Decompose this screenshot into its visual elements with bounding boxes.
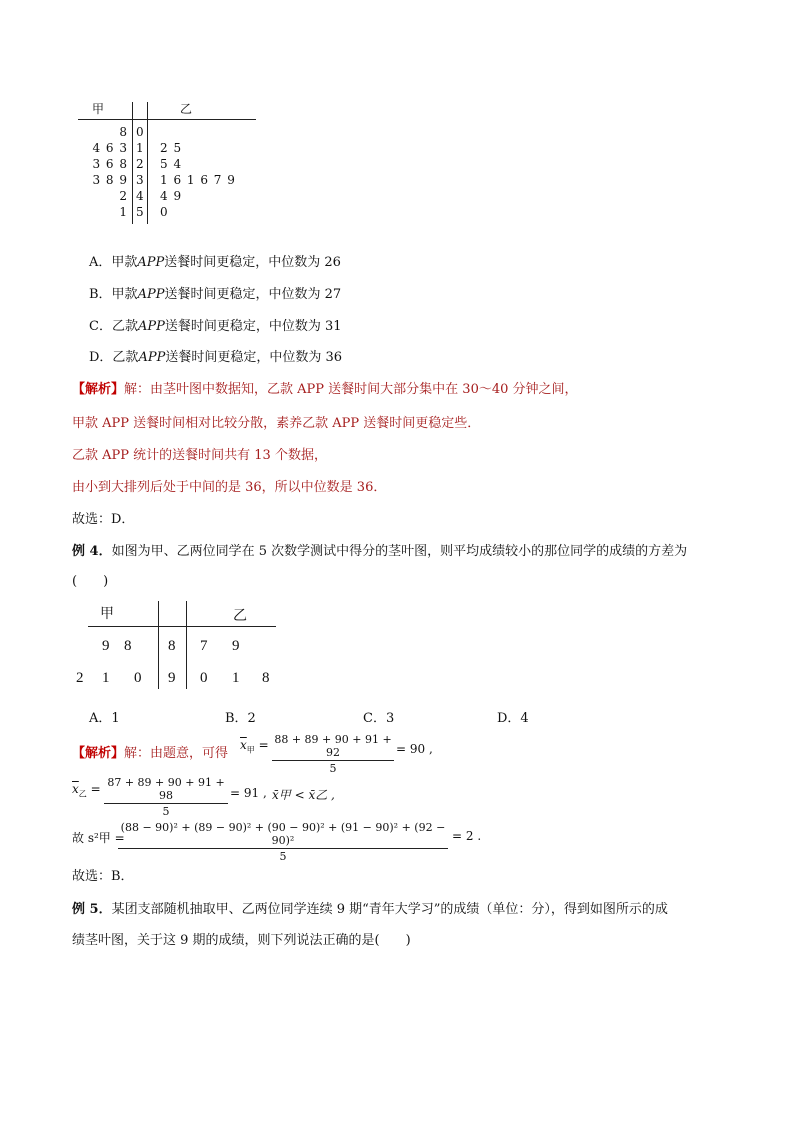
plot1-header-line [78,119,256,120]
example-5-line-1: 例 5．某团支部随机抽取甲、乙两位同学连续 9 期“青年大学习”的成绩（单位：分），得到如图所示的成 [72,902,668,917]
plot1-leaves-left: 1 [119,205,128,219]
mean-b-symbol: $\overline{x}_乙$ = [72,782,101,799]
analysis-1-line-4: 由小到大排列后处于中间的是 36，所以中位数是 36． [72,480,387,495]
plot1-left-header: 甲 [92,102,105,116]
mean-comparison: x̄甲 < x̄乙 , [272,788,335,802]
plot1-leaves-right: 4 9 [160,189,183,203]
plot2-leaf-left: 2 [76,670,84,686]
plot1-leaves-right: 1 6 1 6 7 9 [160,173,236,187]
plot2-leaf-left: 0 [134,670,142,686]
option-a[interactable]: A．甲款APP送餐时间更稳定，中位数为 26 [89,255,341,270]
ex4-option-b[interactable]: B．2 [225,711,256,726]
plot2-leaf-left: 9 [102,638,110,654]
plot2-leaf-left: 1 [102,670,110,686]
plot1-leaves-right: 0 [160,205,169,219]
plot2-leaf-right: 8 [262,670,270,686]
analysis-4-intro: 【解析】解：由题意，可得 [72,746,229,761]
plot2-leaf-left: 8 [124,638,132,654]
plot2-stem-line-left [158,601,159,689]
plot2-leaf-right: 1 [232,670,240,686]
plot1-leaves-left: 3 8 9 [92,173,128,187]
plot2-stem: 8 [168,638,176,654]
option-b[interactable]: B．甲款APP送餐时间更稳定，中位数为 27 [89,287,342,302]
mean-b-fraction: 87 + 89 + 90 + 91 + 98 5 [104,776,228,818]
answer-1: 故选：D． [72,512,135,527]
plot1-stem: 2 [136,157,144,171]
variance-result: = 2 . [452,829,482,843]
mean-a-fraction: 88 + 89 + 90 + 91 + 92 5 [272,733,394,775]
plot1-stem: 4 [136,189,144,203]
example-4-question: 例 4．如图为甲、乙两位同学在 5 次数学测试中得分的茎叶图，则平均成绩较小的那位同学的成绩的方差为 [72,544,688,559]
plot1-stem: 5 [136,205,144,219]
ex4-option-d[interactable]: D．4 [497,711,529,726]
plot1-leaves-left: 3 6 8 [92,157,128,171]
analysis-1-line-3: 乙款 APP 统计的送餐时间共有 13 个数据， [72,448,327,463]
plot1-stem: 1 [136,141,144,155]
plot2-left-header: 甲 [100,607,114,622]
variance-prefix: 故 s²甲 = [72,831,125,845]
plot1-leaves-right: 5 4 [160,157,183,171]
variance-fraction: (88 − 90)² + (89 − 90)² + (90 − 90)² + (91 − 90)² + (92 − 90)² 5 [118,821,448,863]
plot2-leaf-right: 0 [200,670,208,686]
plot2-right-header: 乙 [233,609,247,624]
mean-a-symbol: $\overline{x}_甲$ = [240,738,269,755]
example-4-blank: ( ) [72,574,109,589]
ex4-option-a[interactable]: A．1 [89,711,120,726]
plot2-header-line [88,626,276,627]
plot2-leaf-right: 9 [232,638,240,654]
mean-b-result: = 91 , [230,786,267,800]
plot1-stem: 3 [136,173,144,187]
plot1-stem-line-left [132,102,133,224]
mean-a-result: = 90 , [396,742,433,756]
option-c[interactable]: C．乙款APP送餐时间更稳定，中位数为 31 [89,319,342,334]
plot1-stem-line-right [147,102,148,224]
plot1-leaves-left: 4 6 3 [92,141,128,155]
plot1-right-header: 乙 [180,102,193,116]
answer-4: 故选：B． [72,869,134,884]
plot1-stem: 0 [136,125,144,139]
plot2-stem: 9 [168,670,176,686]
example-5-line-2: 绩茎叶图，关于这 9 期的成绩，则下列说法正确的是( ) [72,933,411,948]
plot1-leaves-right: 2 5 [160,141,183,155]
plot1-leaves-left: 8 [119,125,128,139]
option-d[interactable]: D．乙款APP送餐时间更稳定，中位数为 36 [89,350,343,365]
analysis-1-line-1: 【解析】解：由茎叶图中数据知，乙款 APP 送餐时间大部分集中在 30～40 分钟之间， [72,382,578,397]
plot1-leaves-left: 2 [119,189,128,203]
plot2-stem-line-right [186,601,187,689]
ex4-option-c[interactable]: C．3 [363,711,395,726]
analysis-1-line-2: 甲款 APP 送餐时间相对比较分散，素养乙款 APP 送餐时间更稳定些． [72,416,481,431]
plot2-leaf-right: 7 [200,638,208,654]
